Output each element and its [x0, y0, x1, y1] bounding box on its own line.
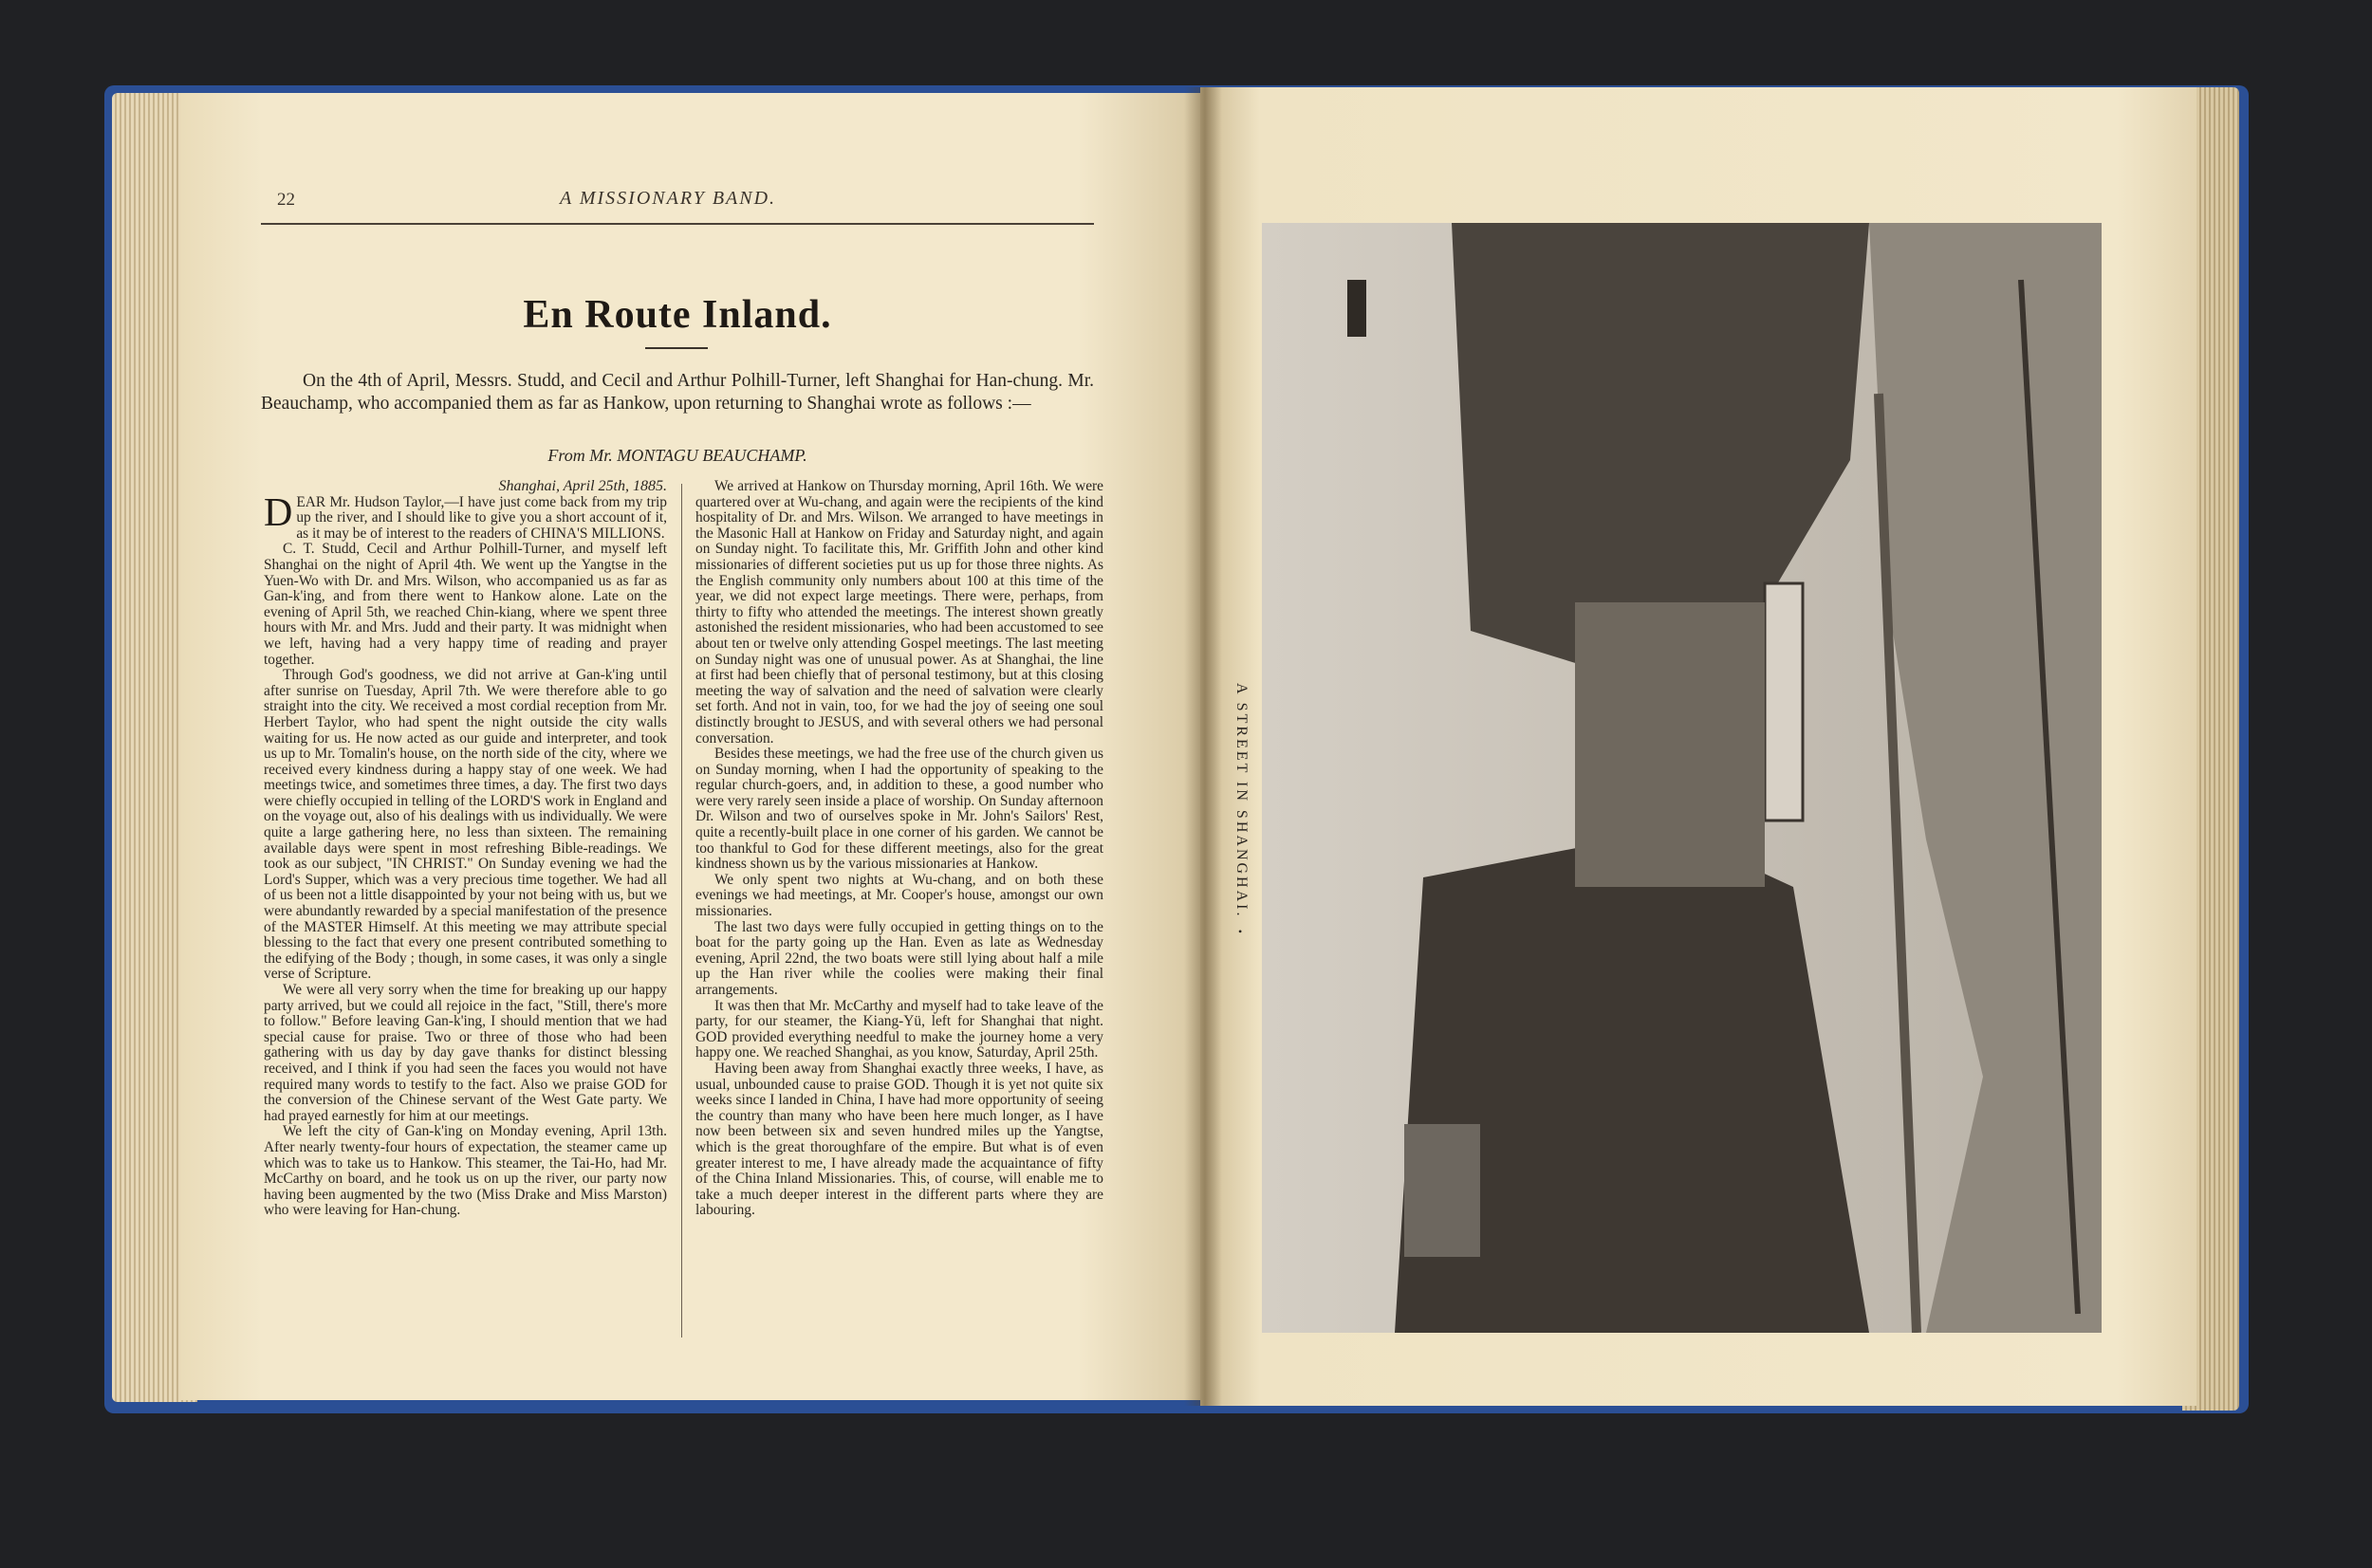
letter-attribution: From Mr. MONTAGU BEAUCHAMP.: [547, 446, 807, 465]
header-rule: [261, 223, 1094, 225]
drop-cap: D: [264, 490, 293, 535]
title-rule: [645, 347, 708, 349]
figure: [1404, 1124, 1480, 1257]
running-head: A MISSIONARY BAND.: [560, 188, 777, 209]
paragraph: It was then that Mr. McCarthy and myself had to take leave of the party, for our steamer, the Kiang-Yü, left for Shanghai that night. GOD provided everything needful to make the journey home a very happy one. We reached Shanghai, as you know, Saturday, April 25th.: [695, 997, 1103, 1061]
photo-caption: A STREET IN SHANGHAI.: [1233, 683, 1250, 919]
hanging-sign: [1765, 583, 1803, 821]
caption-dot: •: [1238, 925, 1243, 938]
paragraph: We left the city of Gan-k'ing on Monday evening, April 13th. After nearly twenty-four hours of expectation, the steamer came up which was to take us to Hankow. This steamer, the Tai-Ho, had Mr. McCarthy on board, and he took us on up the river, our party now having been augmented by the two (Miss Drake and Miss Marston) who were leaving for Han-chung.: [264, 1123, 667, 1219]
text-column-2: [695, 479, 1103, 1219]
letter-dateline: Shanghai, April 25th, 1885.: [498, 478, 667, 494]
paragraph: We were all very sorry when the time for breaking up our happy party arrived, but we could all rejoice in the fact, "Still, there's more to follow." Before leaving Gan-k'ing, I should mention that we had special cause for praise. Two or three of those who had been gathering with us day by day gave thanks for distinct blessing received, and I think if you had seen the faces you would not have required many words to testify to the fact. Also we praise GOD for the conversion of the Chinese servant of the West Gate party. We had prayed earnestly for him at our meetings.: [264, 982, 667, 1124]
paragraph: We arrived at Hankow on Thursday morning, April 16th. We were quartered over at Wu-chang, and again were the recipients of the kind hospitality of Dr. and Mrs. Wilson. We arranged to have meetings in the Masonic Hall at Hankow on Friday and Saturday night, and again on Sunday night. To facilitate this, Mr. Griffith John and other kind missionaries of different societies put us up for those three nights. As the English community only numbers about 100 at this time of the year, we did not expect large meetings. There were, perhaps, from thirty to fifty who attended the meetings. The interest shown greatly astonished the resident missionaries, who had been accustomed to see about ten or twelve only attending Gospel meetings. The last meeting on Sunday night was one of unusual power. As at Shanghai, the line at first had been chiefly that of personal testimony, but at this closing meeting the way of salvation and the need of salvation were clearly set forth. And not in vain, too, for we had the joy of seeing one soul distinctly brought to JESUS, and with several others we had personal conversation.: [695, 478, 1103, 747]
paragraph: Having been away from Shanghai exactly three weeks, I have, as usual, unbounded cause to praise GOD. Though it is yet not quite six weeks since I landed in China, I have had more opportunity of seeing the country than many who have been here much longer, as I have now been between six and seven hundred miles up the Yangtse, which is the great thoroughfare of the empire. But what is of even greater interest to me, I have already made the acquaintance of fifty of the China Inland Missionaries. This, of course, will enable me to take a much deeper interest in the different parts where they are labouring.: [695, 1060, 1103, 1219]
street-photograph: [1262, 223, 2102, 1333]
paragraph: C. T. Studd, Cecil and Arthur Polhill-Turner, and myself left Shanghai on the night of April 4th. We went up the Yangtse in the Yuen-Wo with Dr. and Mrs. Wilson, who accompanied us as far as Gan-k'ing, and from there went to Hankow alone. Late on the evening of April 5th, we reached Chin-kiang, where we spent three hours with Mr. and Mrs. Judd and their party. It was midnight when we left, having had a very happy time of reading and prayer together.: [264, 541, 667, 668]
book-gutter: [1184, 87, 1222, 1406]
paragraph: Through God's goodness, we did not arrive at Gan-k'ing until after sunrise on Tuesday, April 7th. We were therefore able to go straight into the city. We received a most cordial reception from Mr. Herbert Taylor, who had spent the night outside the city walls waiting for us. He now acted as our guide and interpreter, and took us up to Mr. Tomalin's house, on the north side of the city, where we received every kindness during a happy stay of one week. We had meetings twice, and sometimes three times, a day. The first two days were chiefly occupied in telling of the LORD'S work in England and on the voyage out, also of his dealings with us individually. We were quite a large gathering here, no less than sixteen. The remaining available days were spent in most refreshing Bible-readings. We took as our subject, "IN CHRIST." On Sunday evening we had the Lord's Supper, which was a very precious time together. We had all of us been not a little disappointed by your not being with us, but we were abundantly rewarded by a special manifestation of the presence of the MASTER Himself. At this meeting we may attribute special blessing to the fact that every one present contributed something to the edifying of the Body ; though, in some cases, it was only a single verse of Scripture.: [264, 667, 667, 983]
column-divider: [681, 484, 682, 1337]
article-title: En Route Inland.: [523, 293, 832, 337]
paragraph: We only spent two nights at Wu-chang, and on both these evenings we had meetings, at Mr. Cooper's house, amongst our own missionaries.: [695, 871, 1103, 920]
text-column-1: [264, 479, 667, 1219]
page-number: 22: [277, 190, 295, 210]
paragraph: [264, 490, 667, 543]
distant-street: [1575, 602, 1765, 887]
paragraph: Besides these meetings, we had the free use of the church given us on Sunday morning, when I had the opportunity of speaking to the regular church-goers, and, in addition to these, a good number who were very rarely seen inside a place of worship. On Sunday afternoon Dr. Wilson and two of ourselves spoke in Mr. John's Sailors' Rest, quite a recently-built place in one corner of his garden. We cannot be too thankful to God for these different meetings, also for the great kindness shown us by the various missionaries at Hankow.: [695, 746, 1103, 873]
paragraph: The last two days were fully occupied in getting things on to the boat for the party going up the Han. Even as late as Wednesday evening, April 22nd, the two boats were still lying about half a mile up the Han river while the coolies were making their final arrangements.: [695, 918, 1103, 998]
figure: [1347, 280, 1366, 337]
intro-paragraph: On the 4th of April, Messrs. Studd, and Cecil and Arthur Polhill-Turner, left Shanghai for Han-chung. Mr. Beauchamp, who accompanied them as far as Hankow, upon returning to Shanghai wrote as follows :—: [261, 371, 1094, 414]
paragraph-text: EAR Mr. Hudson Taylor,—I have just come back from my trip up the river, and I should like to give you a short account of it, as it may be of interest to the readers of CHINA'S MILLIONS.: [296, 493, 667, 542]
